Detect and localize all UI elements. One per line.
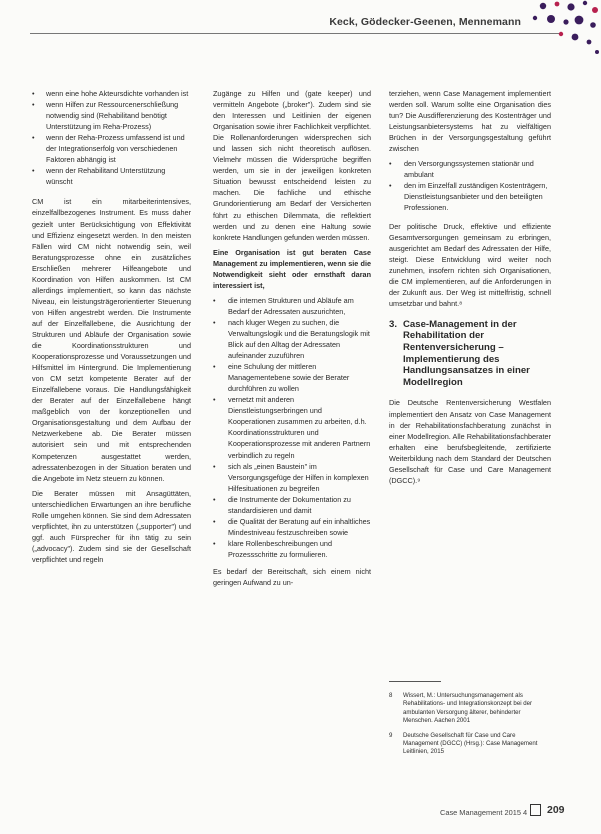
list-item: • den Versorgungssystemen stationär und ambulant bbox=[389, 158, 551, 180]
section-number: 3. bbox=[389, 318, 398, 330]
list-item: • vernetzt mit anderen Dienstleistungserbringen und Kooperationen zusammen zu arbeiten, d.h. Koordinationsstrukturen und Kooperationsprozesse mit anderen Partnern verbindlich zu regeln bbox=[213, 394, 371, 460]
footnote bbox=[389, 692, 549, 726]
body-paragraph: Der politische Druck, effektive und effiziente Gesamtversorgungen gemeinsam zu erbringen, ausgerichtet am Bedarf des Adressaten der Hilfe, steigt. Diese Entwicklung wird weiter noch zunehmen, insofern richten sich Organisationen, die CM implementieren, auf die Anforderungen in der Zukunft aus. Der Weg ist mittelfristig, schnell umsetzbar und bahnt.⁸ bbox=[389, 221, 551, 308]
footnote bbox=[389, 732, 549, 757]
systems-list bbox=[389, 158, 551, 213]
list-item: • sich als „einen Baustein" im Versorgungsgefüge der Hilfen in komplexen Hilfesituationen zu begreifen bbox=[213, 461, 371, 494]
list-item: • wenn der Rehabilitand Unterstützung wünscht bbox=[32, 165, 191, 187]
section-heading bbox=[389, 319, 551, 389]
list-item: • wenn der Reha-Prozess umfassend ist und der Integrationserfolg von verschiedenen Faktoren abhängig ist bbox=[32, 132, 191, 165]
header-rule bbox=[30, 33, 561, 34]
footnote-rule bbox=[389, 681, 441, 682]
column-3 bbox=[389, 88, 551, 490]
footnote-text: Deutsche Gesellschaft für Case und Care Management (DGCC) (Hrsg.): Case Management Leitlinien, 2015 bbox=[403, 731, 538, 756]
footnote-mark: 8 bbox=[389, 692, 393, 699]
list-item: • klare Rollenbeschreibungen und Prozessschritte zu formulieren. bbox=[213, 538, 371, 560]
list-item: • die Instrumente der Dokumentation zu standardisieren und damit bbox=[213, 494, 371, 516]
list-item: • die Qualität der Beratung auf ein inhaltliches Mindestniveau festzuschreiben sowie bbox=[213, 516, 371, 538]
page-number: 209 bbox=[547, 804, 565, 816]
section-title: Case-Management in der Rehabilitation der Rentenversicherung – Implementierung des Handlungsansatzes in einer Modellregion bbox=[403, 318, 530, 388]
decorative-dots bbox=[521, 0, 601, 60]
running-header-authors: Keck, Gödecker-Geenen, Mennemann bbox=[329, 16, 521, 28]
footnote-mark: 9 bbox=[389, 731, 393, 739]
body-paragraph: terziehen, wenn Case Management implementiert werden soll. Warum sollte eine Organisation dies tun? Die Ausdifferenzierung des Kostenträger und Leistungsanbietersystems hat zu vielfältigen Brüchen in der Versorgungsgestaltung geführt zwischen bbox=[389, 89, 551, 154]
column-1 bbox=[32, 88, 191, 569]
column-2 bbox=[213, 88, 371, 592]
body-paragraph: Es bedarf der Bereitschaft, sich einem nicht geringen Aufwand zu un- bbox=[213, 566, 371, 588]
body-paragraph: Zugänge zu Hilfen und (gate keeper) und vermitteln Angebote („broker"). Zudem sind sie den Interessen und Leitlinien der eigenen Organisation sowie ihrer Fachlichkeit verpflichtet. Die Rollenanforderungen widersprechen sich und lassen sich nicht theoretisch auflösen. Vielmehr müssen die Widersprüche begriffen werden, um sie in der jeweiligen konkreten Situation bewusst entscheidend leisten zu machen. Die fachliche und ethische Grundorientierung am Bedarf der Versicherten führt zu ethischen Dilemmata, die reflektiert werden und zu denen eine Haltung sowie konkrete Handlungen gefunden werden müssen. bbox=[213, 89, 371, 242]
list-item: • eine Schulung der mittleren Managementebene sowie der Berater durchführen zu wollen bbox=[213, 361, 371, 394]
footer-journal: Case Management 2015 4 bbox=[440, 808, 528, 817]
list-item: • wenn eine hohe Akteursdichte vorhanden ist bbox=[32, 88, 191, 99]
criteria-list bbox=[32, 88, 191, 187]
list-item: • nach kluger Wegen zu suchen, die Verwaltungslogik und die Beratungslogik mit Blick auf den Alltag der Adressaten aufeinander zuzuführen bbox=[213, 317, 371, 361]
list-item: • wenn Hilfen zur Ressourcenerschließung notwendig sind (Rehabilitand benötigt Unterstützung im Reha-Prozess) bbox=[32, 99, 191, 132]
body-paragraph: Die Berater müssen mit Ansagüttäten, unterschiedlichen Erwartungen an ihre berufliche Rolle umgehen können. Sie sind dem Adressaten verpflichtet, ihn zu unterstützen („supporter") und ggf. auch Fürsprecher für ihn tätig zu sein („advocacy"). Zudem sind sie der Gesellschaft verpflichtet und regeln bbox=[32, 488, 191, 564]
body-paragraph: CM ist ein mitarbeiterintensives, einzelfallbezogenes Instrument. Es muss daher gezielt unter Berücksichtigung von Effektivität und Effizienz eingesetzt werden. In den meisten Fällen wird CM nicht notwendig sein, weil Beratungsprozesse ohne ein zusätzliches Erschließen mehrerer Hilfeangebote und Koordination von Hilfen auskommen. Ist CM allerdings implementiert, so kann das nächste Niveau, ein leistungsträgerorientierter Steuerung von Hilfen angestrebt werden. Die Instrumente auf der Einzelfallebene, die Ausrichtung der Strukturen und Abläufe der Organisation sowie die Koordinationsstrukturen und Kooperationsprozesse und Voraussetzungen und Hilfsmittel im Hintergrund. Die Implementierung von CM setzt kompetente Berater auf der Einzelfallebene voraus. Die Handlungsfähigkeit der Berater auf der Einzelfallebene hängt maßgeblich von der konzeptionellen und Organisationsgestaltung und dem Aufbau der Netzwerkebene ab. Die Berater müssen autorisiert sein und mit entsprechenden Kompetenzen ausgestattet werden, adressatenbezogen in der Situation beraten und die Angebote im Netz steuern zu können. bbox=[32, 197, 191, 483]
list-item: • den im Einzelfall zuständigen Kostenträgern, Dienstleistungsanbieter und den beteiligten Professionen. bbox=[389, 180, 551, 213]
list-item: • die internen Strukturen und Abläufe am Bedarf der Adressaten auszurichten, bbox=[213, 295, 371, 317]
footnote-text: Wissert, M.: Untersuchungsmanagement als Rehabilitations- und Integrationskonzept bei der ambulanten Versorgung älterer, behinderter Menschen. Aachen 2001 bbox=[403, 692, 533, 725]
body-paragraph: Die Deutsche Rentenversicherung Westfalen implementiert den Ansatz von Case Management in der Rehabilitationsfachberatung zunächst in einer Modellregion. Alle Rehabilitationsfachberater erhalten eine berufsbegleitende, zertifizierte Weiterbildung nach dem Standard der Deutschen Gesellschaft für Case und Care Management (DGCC).⁹ bbox=[389, 398, 551, 485]
footnotes bbox=[389, 692, 549, 763]
journal-logo-icon bbox=[530, 804, 541, 816]
bold-lead-paragraph: Eine Organisation ist gut beraten Case Management zu implementieren, wenn sie die Notwendigkeit sieht oder ernsthaft daran interessiert ist, bbox=[213, 247, 371, 290]
organisation-list bbox=[213, 295, 371, 560]
